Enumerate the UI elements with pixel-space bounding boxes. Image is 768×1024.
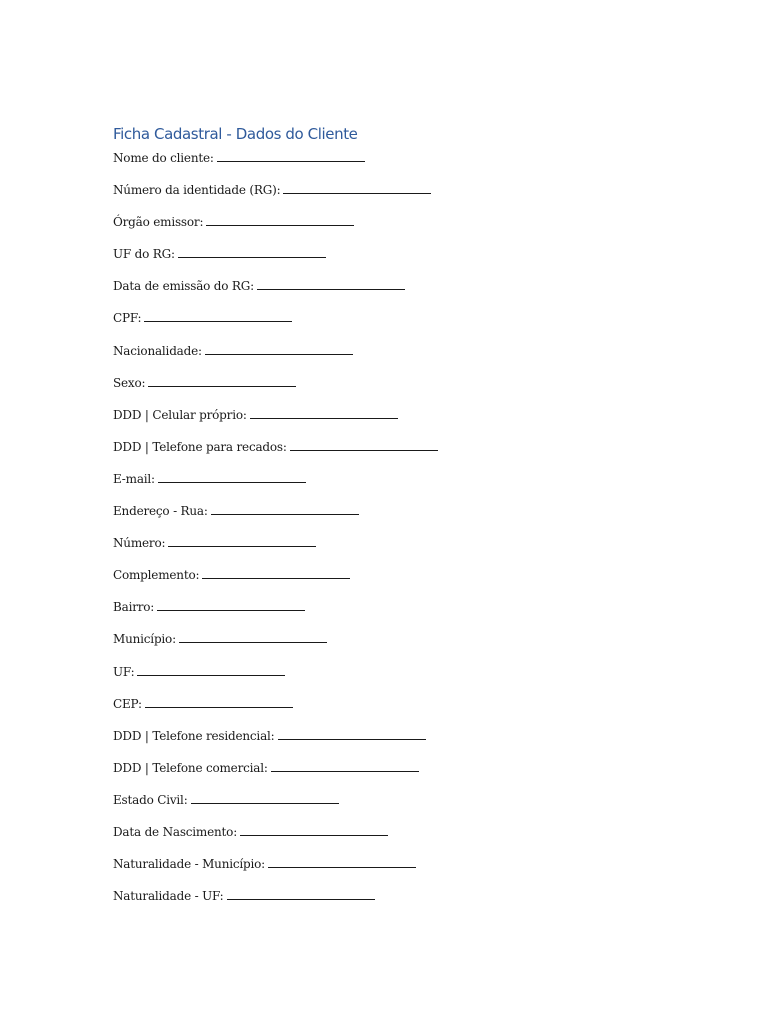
field-cep — [113, 695, 438, 727]
field-naturalidade-uf — [113, 887, 438, 919]
field-label: UF do RG: — [113, 247, 175, 262]
field-telefone-comercial — [113, 759, 438, 791]
blank-line — [211, 513, 359, 515]
field-label: E-mail: — [113, 471, 155, 486]
field-label: DDD | Celular próprio: — [113, 407, 247, 422]
field-label: Número da identidade (RG): — [113, 183, 281, 198]
field-label: Endereço - Rua: — [113, 504, 208, 519]
field-complemento — [113, 566, 438, 598]
field-email — [113, 470, 438, 502]
field-label: Data de Nascimento: — [113, 824, 238, 839]
field-endereco-rua — [113, 502, 438, 534]
field-label: Órgão emissor: — [113, 215, 204, 230]
field-sexo — [113, 374, 438, 406]
field-municipio — [113, 630, 438, 662]
field-label: Naturalidade - UF: — [113, 889, 224, 904]
field-label: Sexo: — [113, 375, 146, 390]
blank-line — [191, 802, 339, 804]
field-label: Município: — [113, 632, 176, 647]
field-label: Número: — [113, 536, 166, 551]
blank-line — [217, 160, 365, 162]
field-nome-do-cliente — [113, 149, 438, 181]
field-cpf — [113, 309, 438, 341]
field-estado-civil — [113, 791, 438, 823]
field-celular-proprio — [113, 406, 438, 438]
field-telefone-residencial — [113, 727, 438, 759]
blank-line — [283, 192, 431, 194]
field-label: DDD | Telefone para recados: — [113, 439, 287, 454]
field-label: UF: — [113, 664, 135, 679]
blank-line — [206, 224, 354, 226]
field-nacionalidade — [113, 342, 438, 374]
field-data-emissao-rg — [113, 277, 438, 309]
blank-line — [144, 320, 292, 322]
field-label: Nacionalidade: — [113, 343, 202, 358]
blank-line — [271, 770, 419, 772]
blank-line — [257, 288, 405, 290]
field-label: Complemento: — [113, 568, 200, 583]
blank-line — [250, 417, 398, 419]
blank-line — [137, 674, 285, 676]
field-numero-identidade — [113, 181, 438, 213]
field-label: CPF: — [113, 311, 142, 326]
field-data-nascimento — [113, 823, 438, 855]
blank-line — [179, 641, 327, 643]
blank-line — [202, 577, 350, 579]
blank-line — [278, 738, 426, 740]
field-label: CEP: — [113, 696, 142, 711]
blank-line — [205, 353, 353, 355]
field-bairro — [113, 598, 438, 630]
blank-line — [268, 866, 416, 868]
field-label: Nome do cliente: — [113, 151, 214, 165]
blank-line — [158, 481, 306, 483]
form-field-list — [113, 149, 438, 919]
blank-line — [157, 609, 305, 611]
field-label: Estado Civil: — [113, 792, 188, 807]
blank-line — [227, 898, 375, 900]
field-naturalidade-municipio — [113, 855, 438, 887]
field-uf-do-rg — [113, 245, 438, 277]
field-label: DDD | Telefone residencial: — [113, 728, 275, 743]
blank-line — [240, 834, 388, 836]
field-uf — [113, 663, 438, 695]
blank-line — [145, 706, 293, 708]
field-label: Data de emissão do RG: — [113, 279, 254, 294]
blank-line — [168, 545, 316, 547]
field-numero — [113, 534, 438, 566]
field-label: Naturalidade - Município: — [113, 857, 266, 872]
field-telefone-recados — [113, 438, 438, 470]
field-label: DDD | Telefone comercial: — [113, 760, 268, 775]
form-title: Ficha Cadastral - Dados do Cliente — [113, 125, 358, 143]
field-orgao-emissor — [113, 213, 438, 245]
field-label: Bairro: — [113, 600, 155, 615]
blank-line — [290, 449, 438, 451]
blank-line — [178, 256, 326, 258]
blank-line — [148, 385, 296, 387]
